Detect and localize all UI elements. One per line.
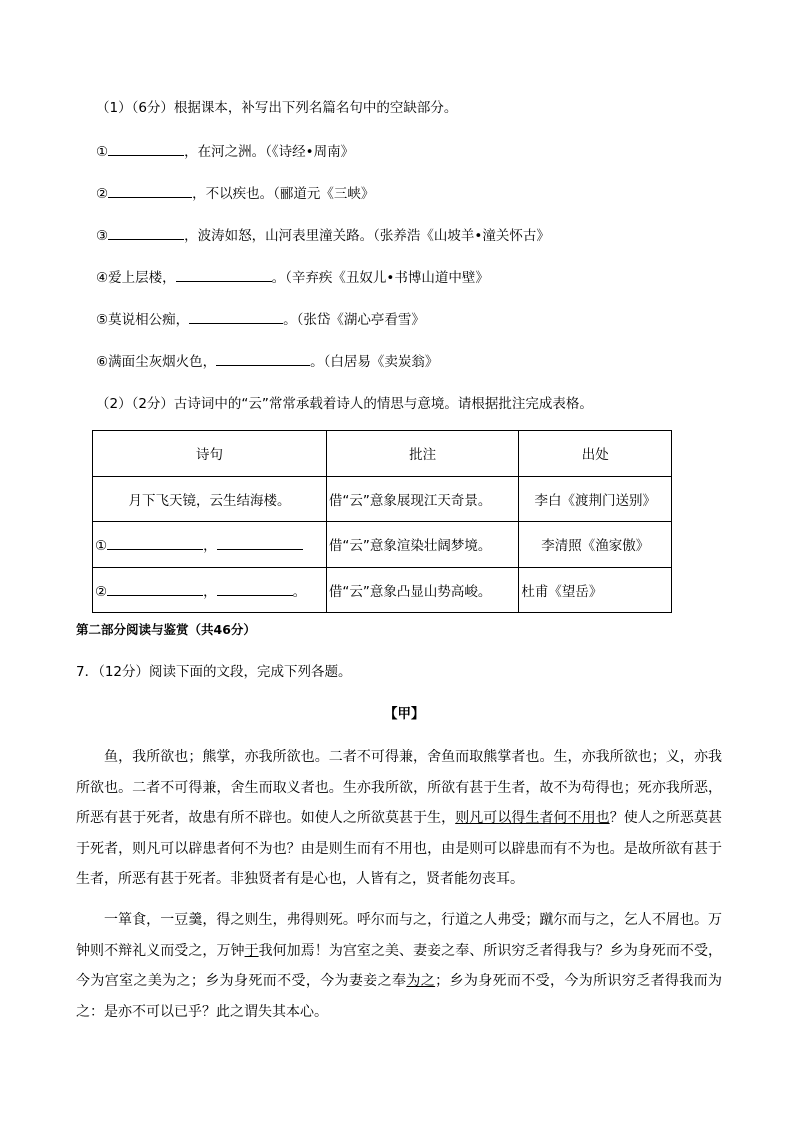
underlined-word: 为之 [406,973,436,989]
table-header-row [93,431,672,477]
cloud-poem-table [92,430,672,613]
item-number: ⑥ [96,354,109,370]
note-cell: 借“云”意象展现江天奇景。 [326,476,519,522]
answer-blank[interactable] [217,581,293,596]
q1-heading: （1）（6分）根据课本，补写出下列名篇名句中的空缺部分。 [96,100,458,116]
header-source: 出处 [519,431,672,477]
header-note: 批注 [326,431,519,477]
fill-item-3: ③ ，波涛如怒，山河表里潼关路。（张养浩《山坡羊•潼关怀古》 [96,225,550,246]
item-number: ⑤ [96,312,109,328]
q7-heading: 7．（12分）阅读下面的文段，完成下列各题。 [76,664,352,680]
passage-paragraph-2: 一箪食，一豆羹，得之则生，弗得则死。呼尔而与之，行道之人弗受；蹴尔而与之，乞人不屑也。万钟则不辩礼义而受之，万钟于我何加焉！为宫室之美、妻妾之奉、所识穷乏者得我与？乡为身死而不受，今为宫室之美为之；乡为身死而不受，今为妻妾之奉为之；乡为身死而不受，今为所识穷乏者得我而为之：是亦不可以已乎？此之谓失其本心。 [76,912,723,1020]
answer-blank[interactable] [216,351,310,366]
note-cell: 借“云”意象凸显山势高峻。 [326,567,519,613]
passage-label: 【甲】 [384,706,425,722]
underlined-word: 于 [244,942,259,959]
fill-item-5: ⑤莫说相公痴， 。（张岱《湖心亭看雪》 [96,309,425,330]
header-poem: 诗句 [93,431,327,477]
fill-item-1: ① ，在河之洲。（《诗经•周南》 [96,141,354,162]
answer-blank[interactable] [107,535,203,550]
answer-blank[interactable] [107,581,203,596]
source-cell: 李白《渡荆门送别》 [519,476,672,522]
source-cell: 李清照《渔家傲》 [519,522,672,568]
section-title: 第二部分阅读与鉴赏（共46分） [76,622,256,637]
underlined-sentence: 则凡可以得生者何不用也 [455,810,610,826]
q2-heading: （2）（2分）古诗词中的“云”常常承载着诗人的情思与意境。请根据批注完成表格。 [96,396,593,412]
answer-blank[interactable] [217,535,303,550]
answer-blank[interactable] [108,183,192,198]
table-row [93,522,672,568]
answer-blank[interactable] [176,267,272,282]
fill-item-6: ⑥满面尘灰烟火色， 。（白居易《卖炭翁》 [96,351,438,372]
source-cell: 杜甫《望岳》 [519,567,672,613]
item-number: ③ [96,228,109,244]
fill-item-4: ④爱上层楼， 。（辛弃疾《丑奴儿•书博山道中壁》 [96,267,489,288]
answer-blank[interactable] [108,141,184,156]
table-row [93,476,672,522]
poem-cell: 月下飞天镜，云生结海楼。 [93,476,327,522]
fill-item-2: ② ，不以疾也。（郦道元《三峡》 [96,183,374,204]
item-number: ② [96,186,109,202]
item-number: ④ [96,270,109,286]
table-row [93,567,672,613]
answer-blank[interactable] [108,225,184,240]
poem-cell: ① ， [93,522,327,568]
passage-paragraph-1: 鱼，我所欲也；熊掌，亦我所欲也。二者不可得兼，舍鱼而取熊掌者也。生，亦我所欲也；义，亦我所欲也。二者不可得兼，舍生而取义者也。生亦我所欲，所欲有甚于生者，故不为苟得也；死亦我所恶，所恶有甚于死者，故患有所不辟也。如使人之所欲莫甚于生，则凡可以得生者何不用也？使人之所恶莫甚于死者，则凡可以辟患者何不为也？由是则生而有不用也，由是则可以辟患而有不为也。是故所欲有甚于生者，所恶有甚于死者。非独贤者有是心也，人皆有之，贤者能勿丧耳。 [76,749,723,887]
item-number: ① [96,144,109,160]
poem-cell: ② ， 。 [93,567,327,613]
note-cell: 借“云”意象渲染壮阔梦境。 [326,522,519,568]
answer-blank[interactable] [189,309,283,324]
